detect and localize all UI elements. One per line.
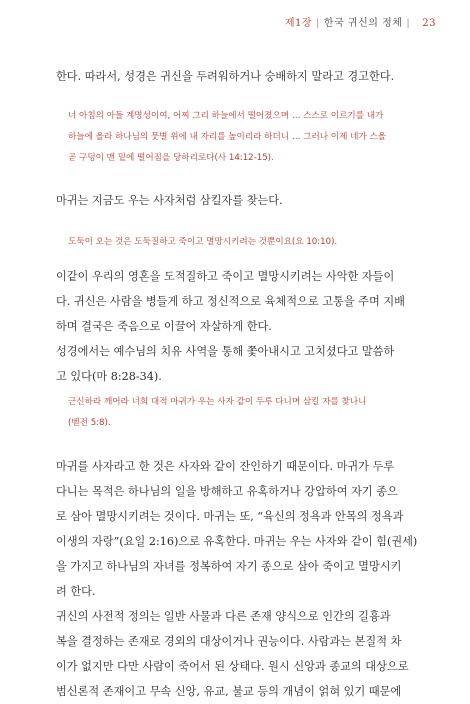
text-line: 마귀를 사자라고 한 것은 사자와 같이 잔인하기 때문이다. 마귀가 두루 <box>56 460 395 473</box>
text-line: 귀신의 사전적 정의는 일반 사물과 다른 존재 양식으로 인간의 길흉과 <box>56 610 391 623</box>
quote-line: 근신하라 깨어라 너희 대적 마귀가 우는 사자 같이 두루 다니며 삼킬 자를 찾나니 <box>68 397 367 407</box>
text-line: 려 한다. <box>56 585 96 598</box>
paragraph-4 <box>56 454 418 704</box>
quote-peter <box>68 392 408 434</box>
text-line: 한다. 따라서, 성경은 귀신을 두려워하거나 숭배하지 말라고 경고한다. <box>56 70 395 83</box>
quote-line: 곧 구덩이 맨 밑에 떨어짐을 당하리로다(사 14:12-15). <box>68 153 274 163</box>
text-line: 범신론적 존재이고 무속 신앙, 유교, 불교 등의 개념이 얽혀 있기 때문에 <box>56 685 402 698</box>
text-line: 다. 귀신은 사람을 병들게 하고 정신적으로 육체적으로 고통을 주며 지배 <box>56 295 405 308</box>
text-line: 다니는 목적은 하나님의 일을 방해하고 유혹하거나 강압하여 자기 종으 <box>56 485 398 498</box>
header-separator: | <box>316 18 320 29</box>
text-line: 을 가지고 하나님의 자녀를 정복하여 자기 종으로 삼아 죽이고 멸망시키 <box>56 560 402 573</box>
quote-line: 너 아침의 아들 계명성이여, 어찌 그리 하늘에서 떨어졌으며 … 스스로 이르기를 내가 <box>68 111 384 121</box>
running-header <box>285 14 436 29</box>
paragraph-3 <box>56 264 418 389</box>
quote-line: 도둑이 오는 것은 도둑질하고 죽이고 멸망시키려는 것뿐이요(요 10:10). <box>68 237 338 247</box>
text-line: 복을 결정하는 존재로 경외의 대상이거나 권능이다. 사람과는 본질적 차 <box>56 635 402 648</box>
quote-isaiah <box>68 106 408 169</box>
paragraph-2 <box>56 188 418 213</box>
paragraph-1 <box>56 64 418 89</box>
chapter-title: 한국 귀신의 정체 <box>323 18 403 29</box>
text-line: 고 있다(마 8:28-34). <box>56 370 162 383</box>
quote-john <box>68 232 408 253</box>
text-line: 하며 결국은 죽음으로 이끌어 자살하게 한다. <box>56 320 272 333</box>
text-line: 이같이 우리의 영혼을 도적질하고 죽이고 멸망시키려는 사악한 자들이 <box>56 270 395 283</box>
text-line: 성경에서는 예수님의 치유 사역을 통해 쫓아내시고 고치셨다고 말씀하 <box>56 345 395 358</box>
header-separator: | <box>406 18 411 29</box>
quote-line: (벧전 5:8). <box>68 418 111 428</box>
page-number: 23 <box>422 18 436 29</box>
chapter-label: 제1장 <box>284 18 313 29</box>
text-line: 마귀는 지금도 우는 사자처럼 삼킬자를 찾는다. <box>56 194 283 207</box>
text-line: 이생의 자랑”(요일 2:16)으로 유혹한다. 마귀는 우는 사자와 같이 힘(권세) <box>56 535 418 548</box>
text-line: 이가 없지만 다만 사람이 죽어서 된 상태다. 원시 신앙과 종교의 대상으로 <box>56 660 409 673</box>
quote-line: 하늘에 올라 하나님의 뭇별 위에 내 자리를 높이리라 하더니 … 그러나 이제 네가 스올 <box>68 132 387 142</box>
text-line: 로 삼아 멸망시키려는 것이다. 마귀는 또, “육신의 정욕과 안목의 정욕과 <box>56 510 404 523</box>
